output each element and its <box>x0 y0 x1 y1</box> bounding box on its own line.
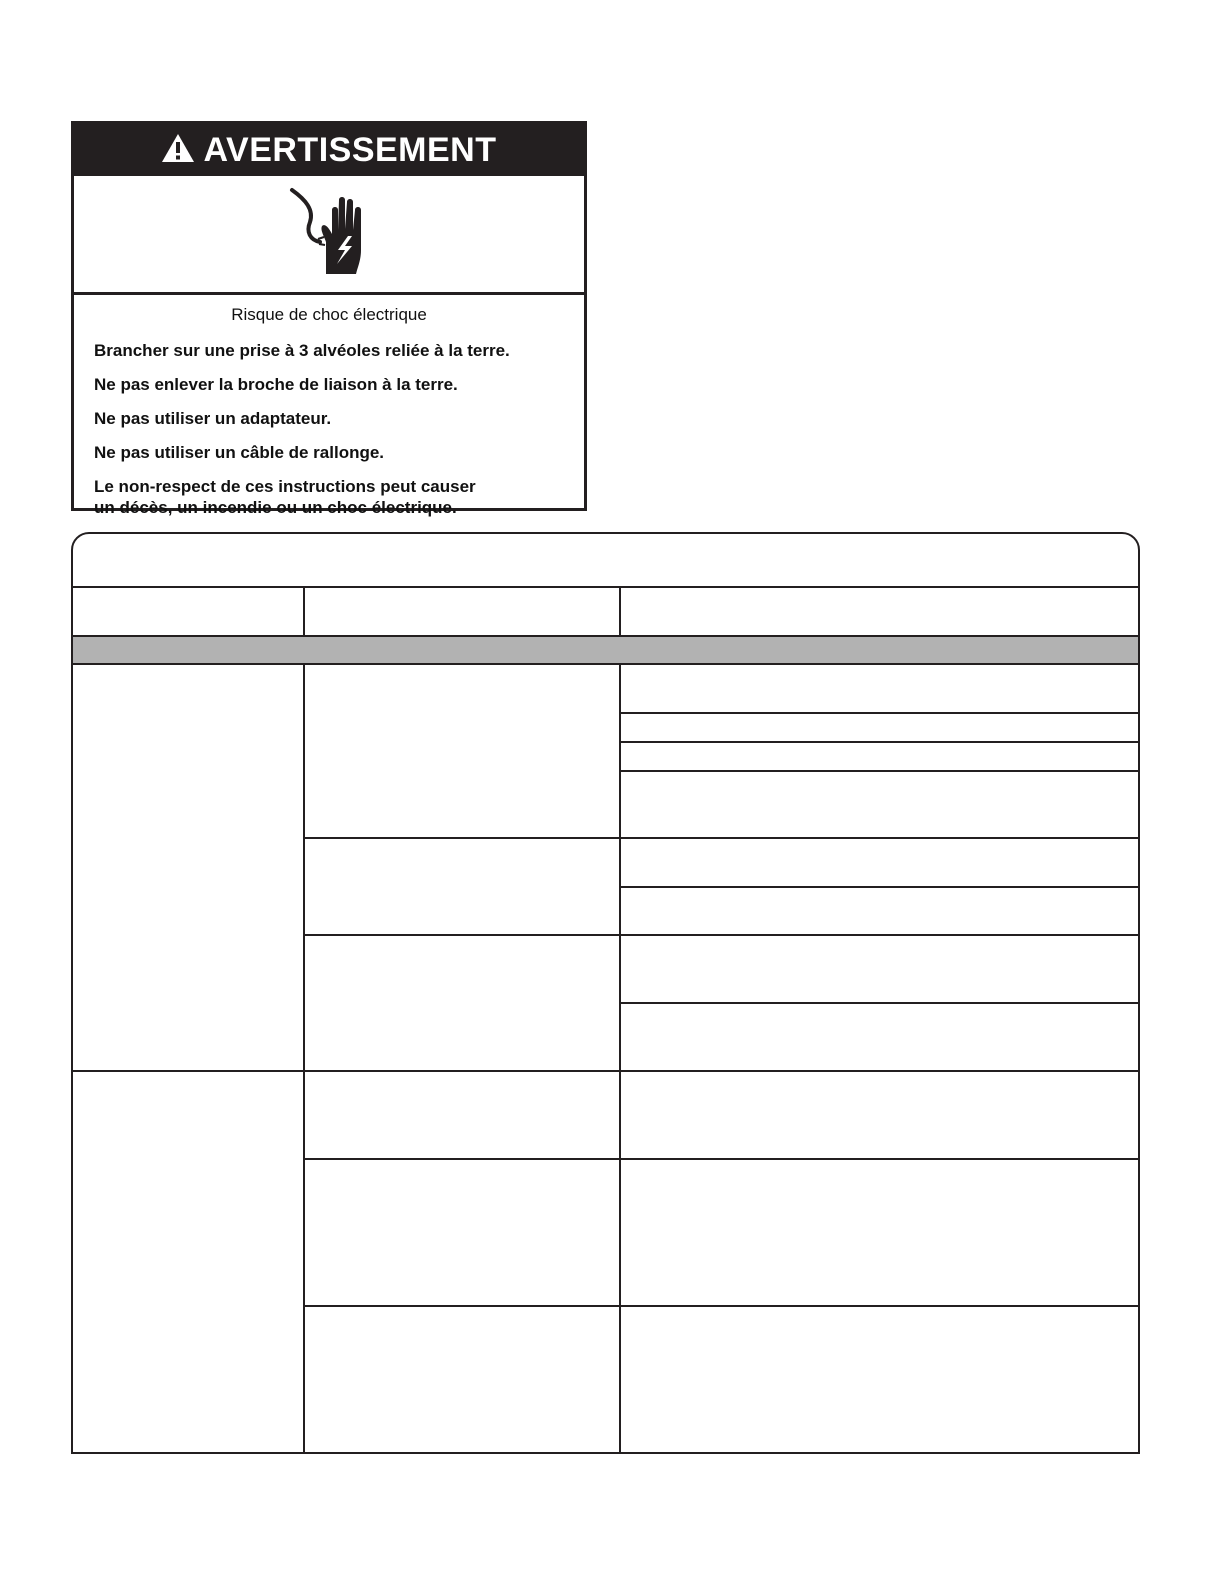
warning-consequence <box>94 476 584 518</box>
table-row-rule <box>619 712 1138 714</box>
table-row-rule <box>303 1305 1138 1307</box>
table-band-rule <box>73 663 1138 665</box>
table-col-divider <box>303 586 305 637</box>
warning-instruction: Ne pas utiliser un adaptateur. <box>94 409 332 428</box>
warning-risk-heading: Risque de choc électrique <box>231 305 427 324</box>
table-row-rule <box>619 770 1138 772</box>
warning-title: AVERTISSEMENT <box>203 131 497 169</box>
warning-instruction: Brancher sur une prise à 3 alvéoles reliée à la terre. <box>94 341 510 360</box>
table-section-band <box>73 637 1138 664</box>
table-row-rule <box>73 1070 1138 1072</box>
table-row-rule <box>619 886 1138 888</box>
warning-instruction: Ne pas utiliser un câble de rallonge. <box>94 443 385 462</box>
table-title-rule <box>73 586 1138 588</box>
table-row-rule <box>303 837 1138 839</box>
warning-header <box>74 124 584 176</box>
warning-instruction: Ne pas enlever la broche de liaison à la terre. <box>94 375 458 394</box>
warning-consequence-line: un décès, un incendie ou un choc électrique. <box>94 498 457 517</box>
electric-shock-hand-icon <box>284 184 374 285</box>
table-col-divider <box>619 664 621 1452</box>
warning-triangle-icon <box>161 133 195 168</box>
troubleshooting-table <box>71 532 1140 1454</box>
warning-consequence-line: Le non-respect de ces instructions peut causer <box>94 477 476 496</box>
table-row-rule <box>619 741 1138 743</box>
table-row-rule <box>303 934 1138 936</box>
warning-pictogram <box>74 176 584 295</box>
table-col-divider <box>619 586 621 637</box>
warning-box <box>71 121 587 517</box>
table-row-rule <box>619 1002 1138 1004</box>
table-row-rule <box>303 1158 1138 1160</box>
table-col-divider <box>303 664 305 1452</box>
